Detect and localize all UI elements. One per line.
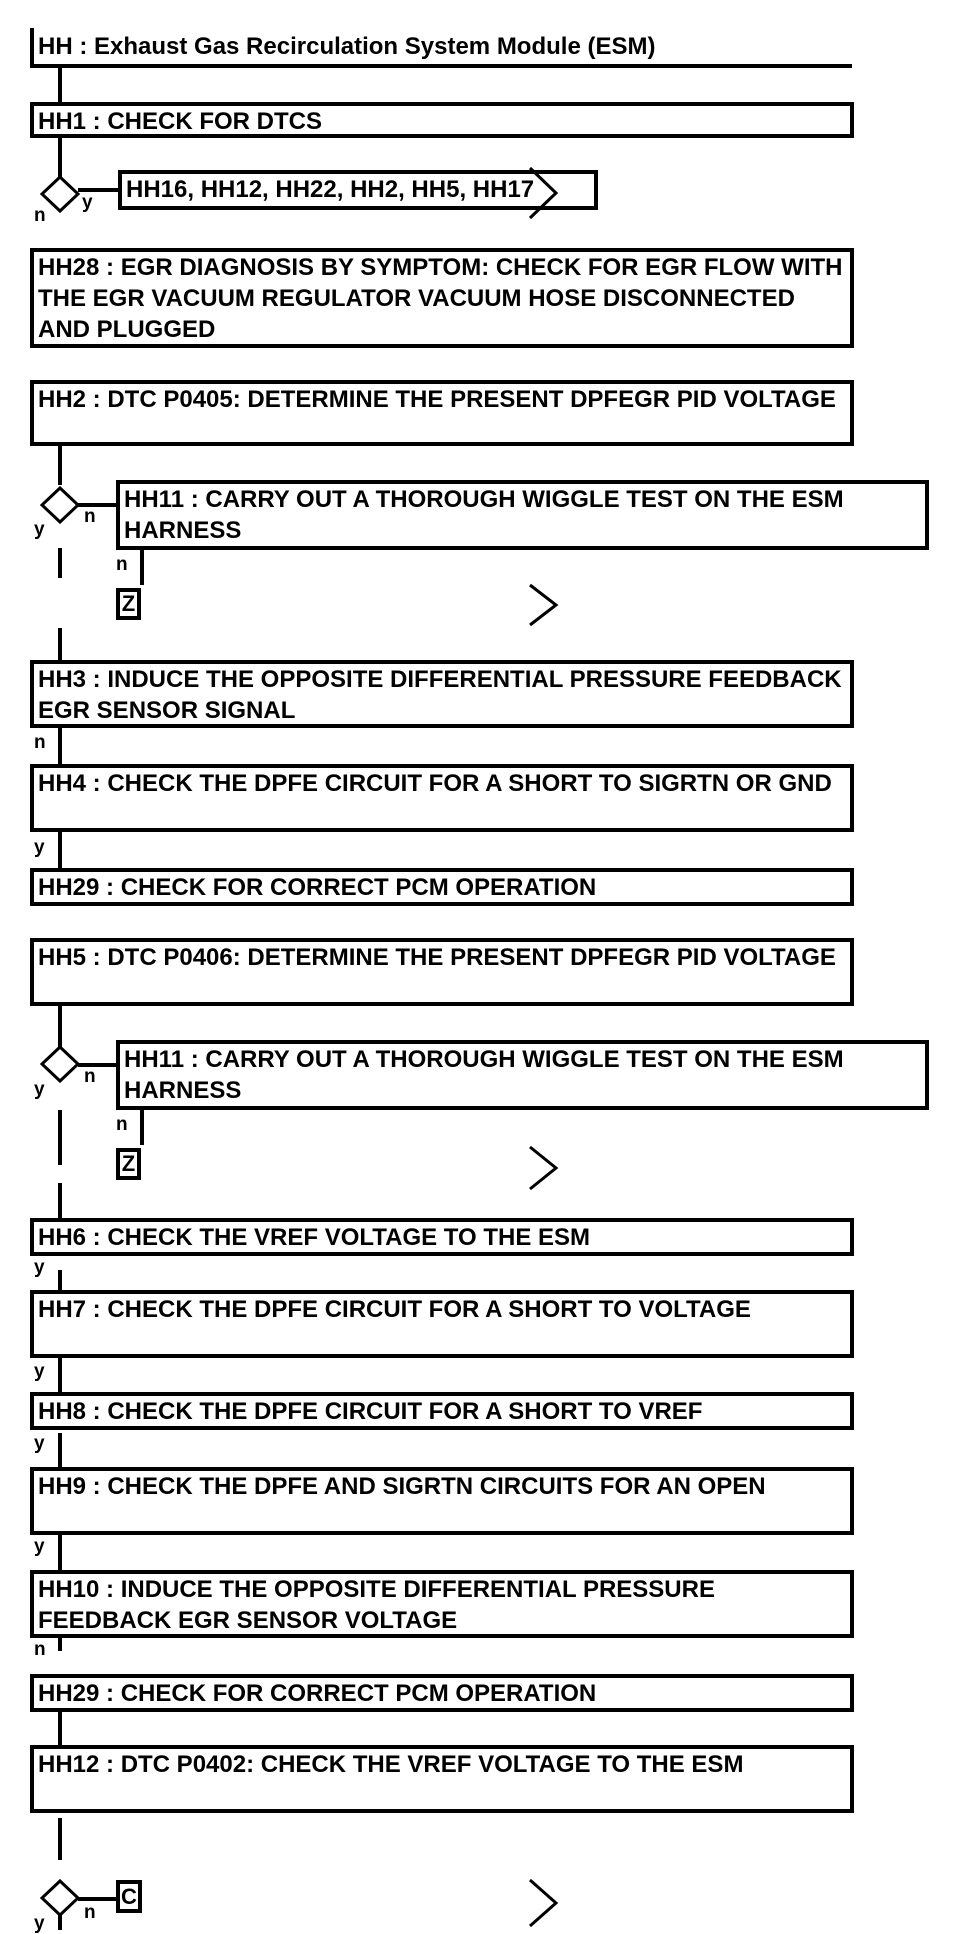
branch-label-y: y <box>34 1433 45 1454</box>
branch-label-n: n <box>84 506 96 527</box>
branch-label-n: n <box>116 1114 128 1135</box>
step-hh5[interactable]: HH5 : DTC P0406: DETERMINE THE PRESENT DPFEGR PID VOLTAGE <box>30 938 854 1006</box>
chevron-right-icon <box>530 585 556 625</box>
branch-label-y: y <box>82 192 93 213</box>
title-box: HH : Exhaust Gas Recirculation System Module (ESM) <box>30 28 852 68</box>
step-hh29-b[interactable]: HH29 : CHECK FOR CORRECT PCM OPERATION <box>30 1674 854 1712</box>
step-hh2[interactable]: HH2 : DTC P0405: DETERMINE THE PRESENT DPFEGR PID VOLTAGE <box>30 380 854 446</box>
branch-label-n: n <box>116 554 128 575</box>
branch-label-n: n <box>34 205 46 226</box>
decision-diamond <box>42 1881 78 1915</box>
ref-c-box[interactable]: C <box>116 1880 142 1913</box>
branch-label-y: y <box>34 1361 45 1382</box>
branch-label-y: y <box>34 1536 45 1557</box>
step-hh9[interactable]: HH9 : CHECK THE DPFE AND SIGRTN CIRCUITS FOR AN OPEN <box>30 1467 854 1535</box>
step-hh11-wiggle-b[interactable]: HH11 : CARRY OUT A THOROUGH WIGGLE TEST ON THE ESM HARNESS <box>116 1040 929 1110</box>
step-hh29-a[interactable]: HH29 : CHECK FOR CORRECT PCM OPERATION <box>30 868 854 906</box>
branch-label-y: y <box>34 1257 45 1278</box>
step-hh7[interactable]: HH7 : CHECK THE DPFE CIRCUIT FOR A SHORT TO VOLTAGE <box>30 1290 854 1358</box>
ref-z-box[interactable]: Z <box>116 1148 141 1180</box>
step-hh12[interactable]: HH12 : DTC P0402: CHECK THE VREF VOLTAGE TO THE ESM <box>30 1745 854 1813</box>
step-hh1[interactable]: HH1 : CHECK FOR DTCS <box>30 102 854 138</box>
decision-diamond <box>42 177 78 211</box>
step-hh6[interactable]: HH6 : CHECK THE VREF VOLTAGE TO THE ESM <box>30 1218 854 1256</box>
step-hh10[interactable]: HH10 : INDUCE THE OPPOSITE DIFFERENTIAL PRESSURE FEEDBACK EGR SENSOR VOLTAGE <box>30 1570 854 1638</box>
step-hh11-wiggle-a[interactable]: HH11 : CARRY OUT A THOROUGH WIGGLE TEST ON THE ESM HARNESS <box>116 480 929 550</box>
branch-label-n: n <box>34 1639 46 1660</box>
branch-label-n: n <box>84 1902 96 1923</box>
branch-label-y: y <box>34 519 45 540</box>
decision-diamond <box>42 488 78 522</box>
step-hh8[interactable]: HH8 : CHECK THE DPFE CIRCUIT FOR A SHORT TO VREF <box>30 1392 854 1430</box>
dtc-list-box[interactable]: HH16, HH12, HH22, HH2, HH5, HH17 <box>118 170 598 210</box>
branch-label-n: n <box>84 1066 96 1087</box>
step-hh4[interactable]: HH4 : CHECK THE DPFE CIRCUIT FOR A SHORT TO SIGRTN OR GND <box>30 764 854 832</box>
step-hh28[interactable]: HH28 : EGR DIAGNOSIS BY SYMPTOM: CHECK FOR EGR FLOW WITH THE EGR VACUUM REGULATOR VACUUM HOSE DISCONNECTED AND PLUGGED <box>30 248 854 348</box>
ref-z-box[interactable]: Z <box>116 588 141 620</box>
branch-label-y: y <box>34 837 45 858</box>
chevron-right-icon <box>530 1147 556 1189</box>
branch-label-y: y <box>34 1079 45 1100</box>
decision-diamond <box>42 1047 78 1081</box>
step-hh3[interactable]: HH3 : INDUCE THE OPPOSITE DIFFERENTIAL PRESSURE FEEDBACK EGR SENSOR SIGNAL <box>30 660 854 728</box>
branch-label-y: y <box>34 1913 45 1934</box>
chevron-right-icon <box>530 168 556 218</box>
chevron-right-icon <box>530 1880 556 1926</box>
branch-label-n: n <box>34 732 46 753</box>
